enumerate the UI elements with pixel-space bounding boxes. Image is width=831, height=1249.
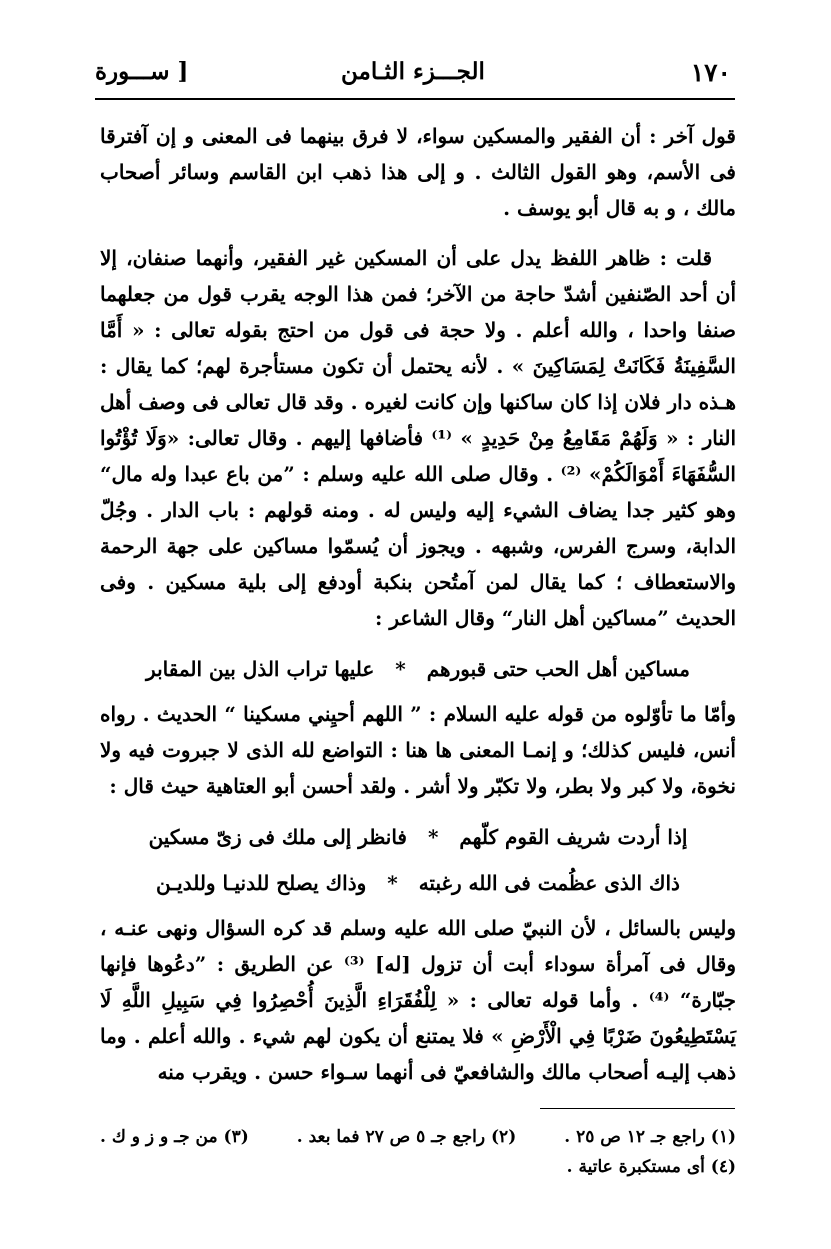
surah-label: [ ســـورة [95, 58, 189, 85]
verse-separator: * [387, 871, 398, 895]
footnotes [100, 1122, 736, 1182]
body-text [100, 118, 736, 1104]
verse-hemistich: وذاك يصلح للدنيـا وللديـن [156, 871, 367, 895]
footnote: (٣) من جـ و ز و ك . [100, 1127, 249, 1147]
paragraph: قول آخر : أن الفقير والمسكين سواء، لا فرق بينهما فى المعنى و إن آفترقا فى الأسم، وهو القول الثالث . و إلى هذا ذهب ابن القاسم وسائر أصحاب مالك ، و به قال أبو يوسف . [100, 124, 736, 220]
header-rule [95, 98, 735, 100]
footnote-rule [540, 1108, 735, 1109]
verse-separator: * [395, 657, 406, 681]
footnote: (١) راجع جـ ١٢ ص ٢٥ . [564, 1127, 736, 1147]
footnote-row [100, 1152, 736, 1182]
verse-hemistich: فانظر إلى ملك فى زىّ مسكين [148, 825, 407, 849]
page-header [95, 56, 731, 92]
footnote: (٤) أى مستكبرة عاتية . [566, 1157, 736, 1177]
paragraph: وليس بالسائل ، لأن النبيّ صلى الله عليه وسلم قد كره السؤال ونهى عنـه ، وقال فى آمرأة سوداء أبت أن تزول [له] ⁽³⁾ عن الطريق : ”دعُوها فإنها جبّارة“ ⁽⁴⁾ . وأما قوله تعالى : « لِلْفُقَرَاءِ الَّذِينَ أُحْصِرُوا فِي سَبِيلِ اللَّهِ لَا يَسْتَطِيعُونَ ضَرْبًا فِي الْأَرْضِ » فلا يمتنع أن يكون لهم شيء . والله أعلم . وما ذهب إليـه أصحاب مالك والشافعيّ فى أنهما سـواء حسن . ويقرب منه [100, 916, 736, 1084]
verse-hemistich: ذاك الذى عظُمت فى الله رغبته [418, 871, 680, 895]
running-head: الجـــزء الثـامن [341, 58, 485, 85]
verse-hemistich: عليها تراب الذل بين المقابر [146, 657, 375, 681]
page-number: ١٧٠ [690, 58, 731, 87]
footnote-row [100, 1122, 736, 1152]
paragraph: وأمّا ما تأوّلوه من قوله عليه السلام : ” اللهم أحيِني مسكينا “ الحديث . رواه أنس، فليس كذلك؛ و إنمـا المعنى ها هنا : التواضع لله الذى لا جبروت فيه ولا نخوة، ولا كبر ولا بطر، ولا تكبّر ولا أشر . ولقد أحسن أبو العتاهية حيث قال : [100, 702, 736, 798]
verse-separator: * [427, 825, 439, 849]
poetry-verse [100, 818, 736, 856]
poetry-verse [100, 864, 736, 902]
verse-hemistich: مساكين أهل الحب حتى قبورهم [426, 657, 690, 681]
poetry-verse [100, 650, 736, 688]
footnote: (٢) راجع جـ ٥ ص ٢٧ فما بعد . [296, 1127, 517, 1147]
verse-hemistich: إذا أردت شريف القوم كلّهم [459, 825, 688, 849]
paragraph: قلت : ظاهر اللفظ يدل على أن المسكين غير الفقير، وأنهما صنفان، إلا أن أحد الصّنفين أشدّ حاجة من الآخر؛ فمن هذا الوجه يقرب قول من جعلهما صنفا واحدا ، والله أعلم . ولا حجة فى قول من احتج بقوله تعالى : « أَمَّا السَّفِينَةُ فَكَانَتْ لِمَسَاكِينَ » . لأنه يحتمل أن تكون مستأجرة لهم؛ كما يقال : هـذه دار فلان إذا كان ساكنها وإن كانت لغيره . وقد قال تعالى فى وصف أهل النار : « وَلَهُمْ مَقَامِعُ مِنْ حَدِيدٍ » ⁽¹⁾ فأضافها إليهم . وقال تعالى: «وَلَا تُؤْتُوا السُّفَهَاءَ أَمْوَالَكُمْ» ⁽²⁾ . وقال صلى الله عليه وسلم : ”من باع عبدا وله مال“ وهو كثير جدا يضاف الشيء إليه وليس له . ومنه قولهم : باب الدار . وجُلّ الدابة، وسرج الفرس، وشبهه . ويجوز أن يُسمّوا مساكين على جهة الرحمة والاستعطاف ؛ كما يقال لمن آمتُحن بنكبة أودفع إلى بلية مسكين . وفى الحديث ”مساكين أهل النار“ وقال الشاعر : [100, 246, 737, 630]
